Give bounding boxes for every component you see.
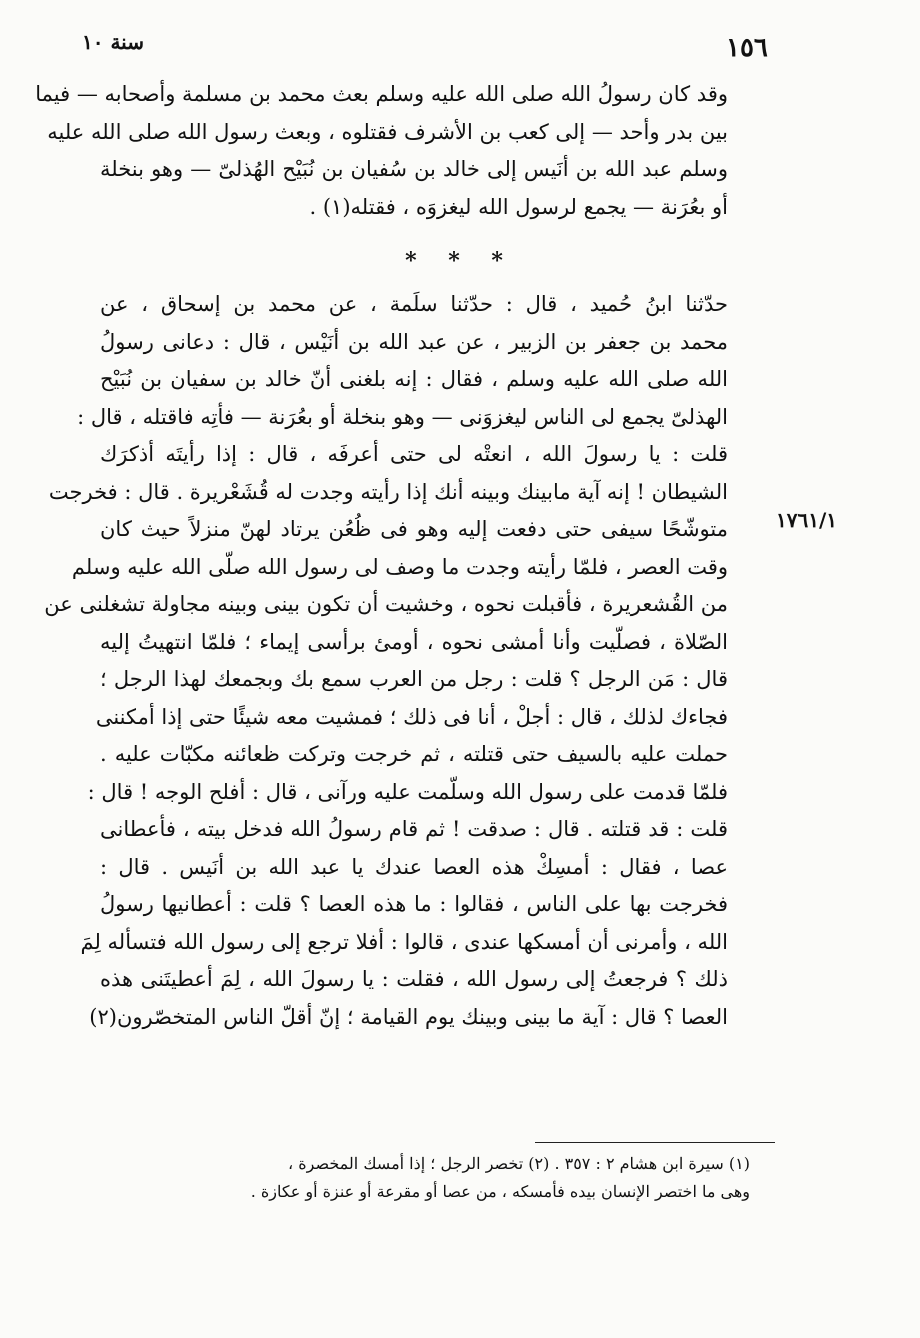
text-line: قال : مَن الرجل ؟ قلت : رجل من العرب سمع بك وبجمعك لهذا الرجل ؛ bbox=[100, 667, 728, 691]
text-line: ذلك ؟ فرجعتُ إلى رسول الله ، فقلت : يا رسولَ الله ، لِمَ أعطيتَنى هذه bbox=[100, 967, 728, 991]
text-line: وقت العصر ، فلمّا رأيته وجدت ما وصف لى رسول الله صلّى الله عليه وسلم bbox=[71, 554, 728, 579]
text-line: متوشّحًا سيفى حتى دفعت إليه وهو فى ظُعُن يرتاد لهنّ منزلاً حيث كان bbox=[100, 517, 728, 541]
text-line: الهذلىّ يجمع لى الناس ليغزوَنى — وهو بنخلة أو بعُرَنة — فأتِه فاقتله ، قال : bbox=[77, 404, 728, 429]
footnote-rule bbox=[535, 1142, 775, 1143]
footnote-line: وهى ما اختصر الإنسان بيده فأمسكه ، من عصا أو مقرعة أو عنزة أو عكازة . bbox=[250, 1182, 750, 1201]
text-line: محمد بن جعفر بن الزبير ، عن عبد الله بن أنَيْس ، قال : دعانى رسولُ bbox=[100, 329, 728, 354]
text-line: وقد كان رسولُ الله صلى الله عليه وسلم بعث محمد بن مسلمة وأصحابه — فيما bbox=[35, 82, 728, 106]
footnotes bbox=[100, 1150, 750, 1206]
text-line: العصا ؟ قال : آية ما بينى وبينك يوم القيامة ؛ إنّ أقلّ الناس المتخصّرون(٢) bbox=[89, 1004, 728, 1029]
text-line: وسلم عبد الله بن أنَيس إلى خالد بن سُفيان بن نُبَيْح الهُذلىّ — وهو بنخلة bbox=[100, 157, 728, 181]
text-line: من القُشعريرة ، فأقبلت نحوه ، وخشيت أن تكون بينى وبينه مجاولة تشغلنى عن bbox=[44, 592, 728, 616]
text-line: فخرجت بها على الناس ، فقالوا : ما هذه العصا ؟ قلت : أعطانيها رسولُ bbox=[100, 892, 728, 916]
text-line: الله ، وأمرنى أن أمسكها عندى ، قالوا : أفلا ترجع إلى رسول الله فتسأله لِمَ bbox=[80, 929, 728, 954]
paragraph-1 bbox=[35, 76, 728, 226]
text-line: فجاءك لذلك ، قال : أجلْ ، أنا فى ذلك ؛ فمشيت معه شيئًا حتى إذا أمكننى bbox=[95, 704, 728, 729]
text-line: قلت : يا رسولَ الله ، انعتْه لى حتى أعرفَه ، قال : إذا رأيتَه أذكرَك bbox=[100, 442, 728, 466]
section-separator: * * * bbox=[405, 248, 515, 274]
margin-reference: ١٧٦١/١ bbox=[776, 508, 838, 532]
text-line: قلت : قد قتلته . قال : صدقت ! ثم قام رسولُ الله فدخل بيته ، فأعطانى bbox=[100, 817, 728, 841]
text-line: بين بدر وأحد — إلى كعب بن الأشرف فقتلوه ، وبعث رسول الله صلى الله عليه bbox=[47, 119, 728, 144]
paragraph-2 bbox=[44, 286, 728, 1036]
text-line: فلمّا قدمت على رسول الله وسلّمت عليه ورآنى ، قال : أفلح الوجه ! قال : bbox=[87, 779, 728, 804]
text-line: حملت عليه بالسيف حتى قتلته ، ثم خرجت وتركت ظعائنه مكبّات عليه . bbox=[100, 742, 728, 766]
text-line: أو بعُرَنة — يجمع لرسول الله ليغزوَه ، فقتله(١) . bbox=[309, 194, 728, 219]
text-line: الله صلى الله عليه وسلم ، فقال : إنه بلغنى أنّ خالد بن سفيان بن نُبَيْح bbox=[100, 367, 728, 391]
text-line: الصّلاة ، فصلّيت وأنا أمشى نحوه ، أومئ برأسى إيماء ؛ فلمّا انتهيتُ إليه bbox=[100, 629, 728, 654]
footnote-line: (١) سيرة ابن هشام ٢ : ٣٥٧ . (٢) تخصر الرجل ؛ إذا أمسك المخصرة ، bbox=[288, 1154, 750, 1173]
page-number: ١٥٦ bbox=[726, 33, 768, 63]
text-line: حدّثنا ابنُ حُميد ، قال : حدّثنا سلَمة ، عن محمد بن إسحاق ، عن bbox=[100, 292, 728, 316]
running-title: سنة ١٠ bbox=[82, 30, 144, 54]
text-line: عصا ، فقال : أمسِكْ هذه العصا عندك يا عبد الله بن أنَيس . قال : bbox=[100, 854, 728, 879]
text-line: الشيطان ! إنه آية مابينك وبينه أنك إذا رأيته وجدت له قُشَعْريرة . قال : فخرجت bbox=[48, 479, 728, 504]
